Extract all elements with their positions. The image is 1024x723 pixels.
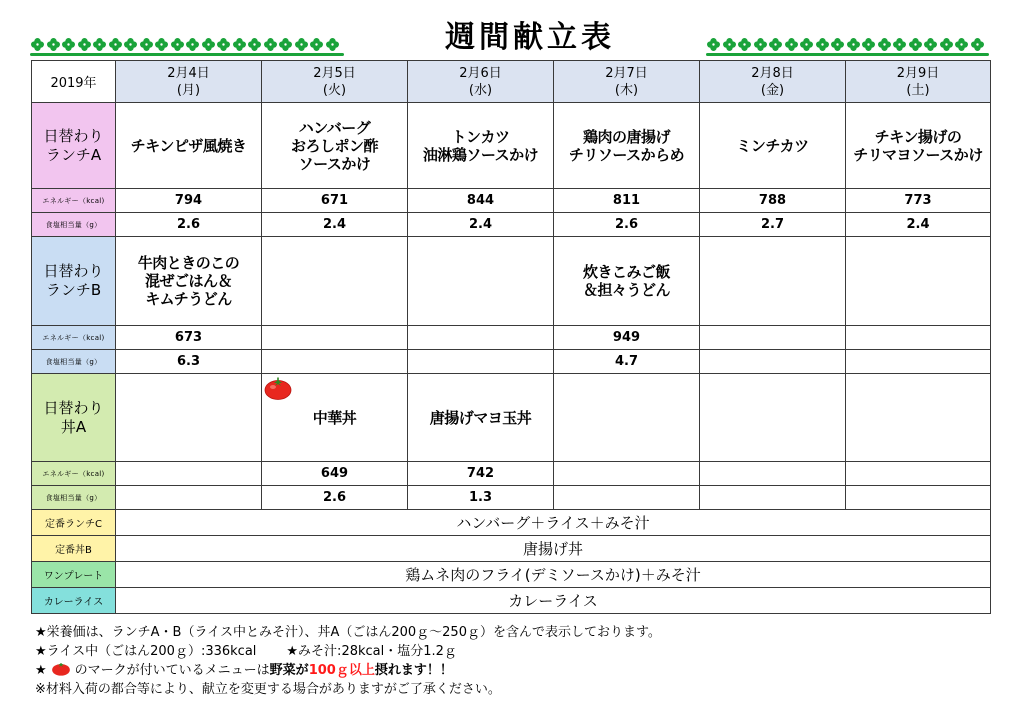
clover-icon xyxy=(154,37,169,52)
tomato-icon xyxy=(264,376,292,400)
dish-line: おろしポン酢 xyxy=(290,136,378,155)
clover-icon xyxy=(247,37,262,52)
salt-label: 食塩相当量（g） xyxy=(32,213,116,237)
salt-value xyxy=(700,350,846,374)
clover-stem-line xyxy=(706,53,989,56)
dish-cell xyxy=(408,237,554,326)
energy-value: 673 xyxy=(116,326,262,350)
salt-value: 2.6 xyxy=(116,213,262,237)
note-line xyxy=(35,642,995,661)
energy-value xyxy=(262,326,408,350)
clover-stem-line xyxy=(30,53,344,56)
dish-line: 油淋鶏ソースかけ xyxy=(422,145,539,164)
dish-cell xyxy=(408,103,554,189)
curry-row xyxy=(32,588,991,614)
fixed-value: 唐揚げ丼 xyxy=(116,536,991,562)
salt-value xyxy=(408,350,554,374)
page-title: 週間献立表 xyxy=(445,20,615,55)
dish-cell xyxy=(262,374,408,462)
clover-icon xyxy=(30,37,45,52)
clover-icon xyxy=(830,37,845,52)
clover-icon xyxy=(46,37,61,52)
clover-icon xyxy=(325,37,340,52)
salt-value: 1.3 xyxy=(408,486,554,510)
note-bold: 摂れます！！ xyxy=(374,663,453,678)
day-weekday: (金) xyxy=(760,82,785,98)
dish-cell xyxy=(554,374,700,462)
don-a-energy-row xyxy=(32,462,991,486)
energy-value xyxy=(700,326,846,350)
day-header xyxy=(846,61,991,103)
energy-value: 844 xyxy=(408,189,554,213)
dish-line: ミンチカツ xyxy=(736,136,809,155)
energy-label: エネルギー（kcal) xyxy=(32,326,116,350)
dish-cell xyxy=(554,237,700,326)
clover-icon xyxy=(123,37,138,52)
day-header xyxy=(262,61,408,103)
salt-label: 食塩相当量（g） xyxy=(32,350,116,374)
fixed-label: ワンプレート xyxy=(32,562,116,588)
fixed-value: ハンバーグ＋ライス＋みそ汁 xyxy=(116,510,991,536)
dish-line: ハンバーグ xyxy=(298,118,371,137)
header-row xyxy=(32,61,991,103)
dish-line: 炊きこみご飯 xyxy=(582,263,670,281)
day-header xyxy=(700,61,846,103)
lunch-a-dish-row xyxy=(32,103,991,189)
salt-value: 2.4 xyxy=(846,213,991,237)
dish-line: チキン揚げの xyxy=(874,127,962,146)
dish-cell xyxy=(700,374,846,462)
dish-line: 唐揚げマヨ玉丼 xyxy=(429,408,532,427)
note-miso: ★みそ汁:28kcal・塩分1.2ｇ xyxy=(286,644,457,659)
clover-icon xyxy=(753,37,768,52)
day-header xyxy=(408,61,554,103)
day-header xyxy=(116,61,262,103)
clover-icon xyxy=(278,37,293,52)
dish-cell xyxy=(116,374,262,462)
note-line xyxy=(35,661,995,680)
clover-icon xyxy=(309,37,324,52)
one-plate-row xyxy=(32,562,991,588)
label-line: ランチA xyxy=(45,145,102,164)
day-weekday: (水) xyxy=(468,82,493,98)
energy-value xyxy=(846,462,991,486)
lunch-b-salt-row xyxy=(32,350,991,374)
dish-cell xyxy=(262,237,408,326)
dish-cell xyxy=(116,237,262,326)
note-line: ★栄養価は、ランチA・B（ライス中とみそ汁）、丼A（ごはん200ｇ～250ｇ）を含んで表示しております。 xyxy=(35,625,661,640)
dish-line: チリソースからめ xyxy=(568,145,685,164)
dish-cell xyxy=(262,103,408,189)
clover-icon xyxy=(61,37,76,52)
dish-cell xyxy=(846,237,991,326)
clover-icon xyxy=(185,37,200,52)
clover-icon xyxy=(108,37,123,52)
don-a-dish-row xyxy=(32,374,991,462)
lunch-b-energy-row xyxy=(32,326,991,350)
salt-value: 2.6 xyxy=(262,486,408,510)
salt-value: 4.7 xyxy=(554,350,700,374)
day-date: 2月5日 xyxy=(313,65,356,81)
day-weekday: (月) xyxy=(176,82,201,98)
day-date: 2月7日 xyxy=(605,65,648,81)
salt-value: 6.3 xyxy=(116,350,262,374)
clover-icon xyxy=(861,37,876,52)
dish-line: チキンピザ風焼き xyxy=(130,136,247,155)
clover-icon xyxy=(216,37,231,52)
salt-value xyxy=(846,350,991,374)
dish-line: 牛肉ときのこの xyxy=(137,254,240,272)
lunch-a-salt-row xyxy=(32,213,991,237)
clover-decoration-left xyxy=(30,34,340,54)
energy-value: 794 xyxy=(116,189,262,213)
energy-value xyxy=(554,462,700,486)
salt-value xyxy=(262,350,408,374)
energy-value: 773 xyxy=(846,189,991,213)
day-date: 2月4日 xyxy=(167,65,210,81)
dish-cell xyxy=(408,374,554,462)
clover-icon xyxy=(706,37,721,52)
day-weekday: (火) xyxy=(322,82,347,98)
clover-icon xyxy=(923,37,938,52)
energy-value: 949 xyxy=(554,326,700,350)
clover-decoration-right xyxy=(706,34,985,54)
dish-cell xyxy=(700,237,846,326)
dish-line: 鶏肉の唐揚げ xyxy=(582,127,670,146)
clover-icon xyxy=(294,37,309,52)
notes xyxy=(35,623,995,699)
salt-value xyxy=(846,486,991,510)
clover-icon xyxy=(784,37,799,52)
energy-value: 671 xyxy=(262,189,408,213)
lunch-b-dish-row xyxy=(32,237,991,326)
dish-text xyxy=(262,409,407,427)
dish-line: ＆担々うどん xyxy=(582,281,670,299)
energy-value xyxy=(700,462,846,486)
day-weekday: (土) xyxy=(906,82,930,98)
clover-icon xyxy=(92,37,107,52)
salt-value: 2.4 xyxy=(262,213,408,237)
fixed-value: 鶏ムネ肉のフライ(デミソースかけ)＋みそ汁 xyxy=(116,562,991,588)
salt-value xyxy=(116,486,262,510)
energy-value: 811 xyxy=(554,189,700,213)
dish-cell xyxy=(846,103,991,189)
energy-value xyxy=(408,326,554,350)
dish-line: 混ぜごはん＆ xyxy=(144,272,232,290)
day-weekday: (木) xyxy=(614,82,639,98)
fixed-label: 定番丼B xyxy=(32,536,116,562)
energy-value xyxy=(116,462,262,486)
tomato-icon xyxy=(51,661,71,676)
fixed-label: 定番ランチC xyxy=(32,510,116,536)
dish-line: トンカツ xyxy=(451,127,510,146)
day-date: 2月9日 xyxy=(896,65,940,81)
fixed-don-b-row xyxy=(32,536,991,562)
don-a-salt-row xyxy=(32,486,991,510)
salt-value: 2.7 xyxy=(700,213,846,237)
label-line: ランチB xyxy=(45,281,102,299)
dish-cell xyxy=(700,103,846,189)
label-line: 日替わり xyxy=(43,126,104,145)
note-rice: ★ライス中（ごはん200ｇ）:336kcal xyxy=(35,644,257,659)
day-date: 2月6日 xyxy=(459,65,502,81)
salt-value xyxy=(554,486,700,510)
lunch-a-energy-row xyxy=(32,189,991,213)
lunch-a-label xyxy=(32,103,116,189)
day-header xyxy=(554,61,700,103)
clover-icon xyxy=(768,37,783,52)
label-line: 日替わり xyxy=(43,398,104,417)
clover-icon xyxy=(201,37,216,52)
dish-line: 中華丼 xyxy=(312,408,357,427)
salt-value xyxy=(700,486,846,510)
label-line: 日替わり xyxy=(43,262,104,280)
clover-icon xyxy=(139,37,154,52)
clover-icon xyxy=(170,37,185,52)
label-line: 丼A xyxy=(60,417,87,436)
fixed-value: カレーライス xyxy=(116,588,991,614)
fixed-label: カレーライス xyxy=(32,588,116,614)
clover-icon xyxy=(846,37,861,52)
weekly-menu-table xyxy=(31,60,991,614)
note-highlight: 100ｇ以上 xyxy=(308,663,375,678)
clover-icon xyxy=(263,37,278,52)
note-line: ※材料入荷の都合等により、献立を変更する場合がありますがご了承ください。 xyxy=(35,682,501,697)
clover-icon xyxy=(799,37,814,52)
salt-label: 食塩相当量（g） xyxy=(32,486,116,510)
note-bold: 野菜が xyxy=(269,663,309,678)
clover-icon xyxy=(892,37,907,52)
clover-icon xyxy=(722,37,737,52)
dish-line: キムチうどん xyxy=(145,290,232,308)
energy-value: 788 xyxy=(700,189,846,213)
fixed-lunch-c-row xyxy=(32,510,991,536)
energy-value xyxy=(846,326,991,350)
energy-value: 649 xyxy=(262,462,408,486)
year-cell: 2019年 xyxy=(32,61,116,103)
clover-icon xyxy=(970,37,985,52)
clover-icon xyxy=(954,37,969,52)
clover-icon xyxy=(737,37,752,52)
energy-label: エネルギー（kcal) xyxy=(32,462,116,486)
dish-line: ソースかけ xyxy=(298,154,371,173)
note-text: のマークが付いているメニューは xyxy=(74,663,270,678)
clover-icon xyxy=(908,37,923,52)
clover-icon xyxy=(939,37,954,52)
clover-icon xyxy=(77,37,92,52)
clover-icon xyxy=(877,37,892,52)
don-a-label xyxy=(32,374,116,462)
day-date: 2月8日 xyxy=(751,65,794,81)
clover-icon xyxy=(232,37,247,52)
clover-icon xyxy=(815,37,830,52)
dish-cell xyxy=(554,103,700,189)
dish-cell xyxy=(846,374,991,462)
salt-value: 2.6 xyxy=(554,213,700,237)
note-star: ★ xyxy=(35,663,47,678)
dish-cell xyxy=(116,103,262,189)
energy-label: エネルギー（kcal) xyxy=(32,189,116,213)
salt-value: 2.4 xyxy=(408,213,554,237)
lunch-b-label xyxy=(32,237,116,326)
energy-value: 742 xyxy=(408,462,554,486)
dish-line: チリマヨソースかけ xyxy=(853,145,983,164)
